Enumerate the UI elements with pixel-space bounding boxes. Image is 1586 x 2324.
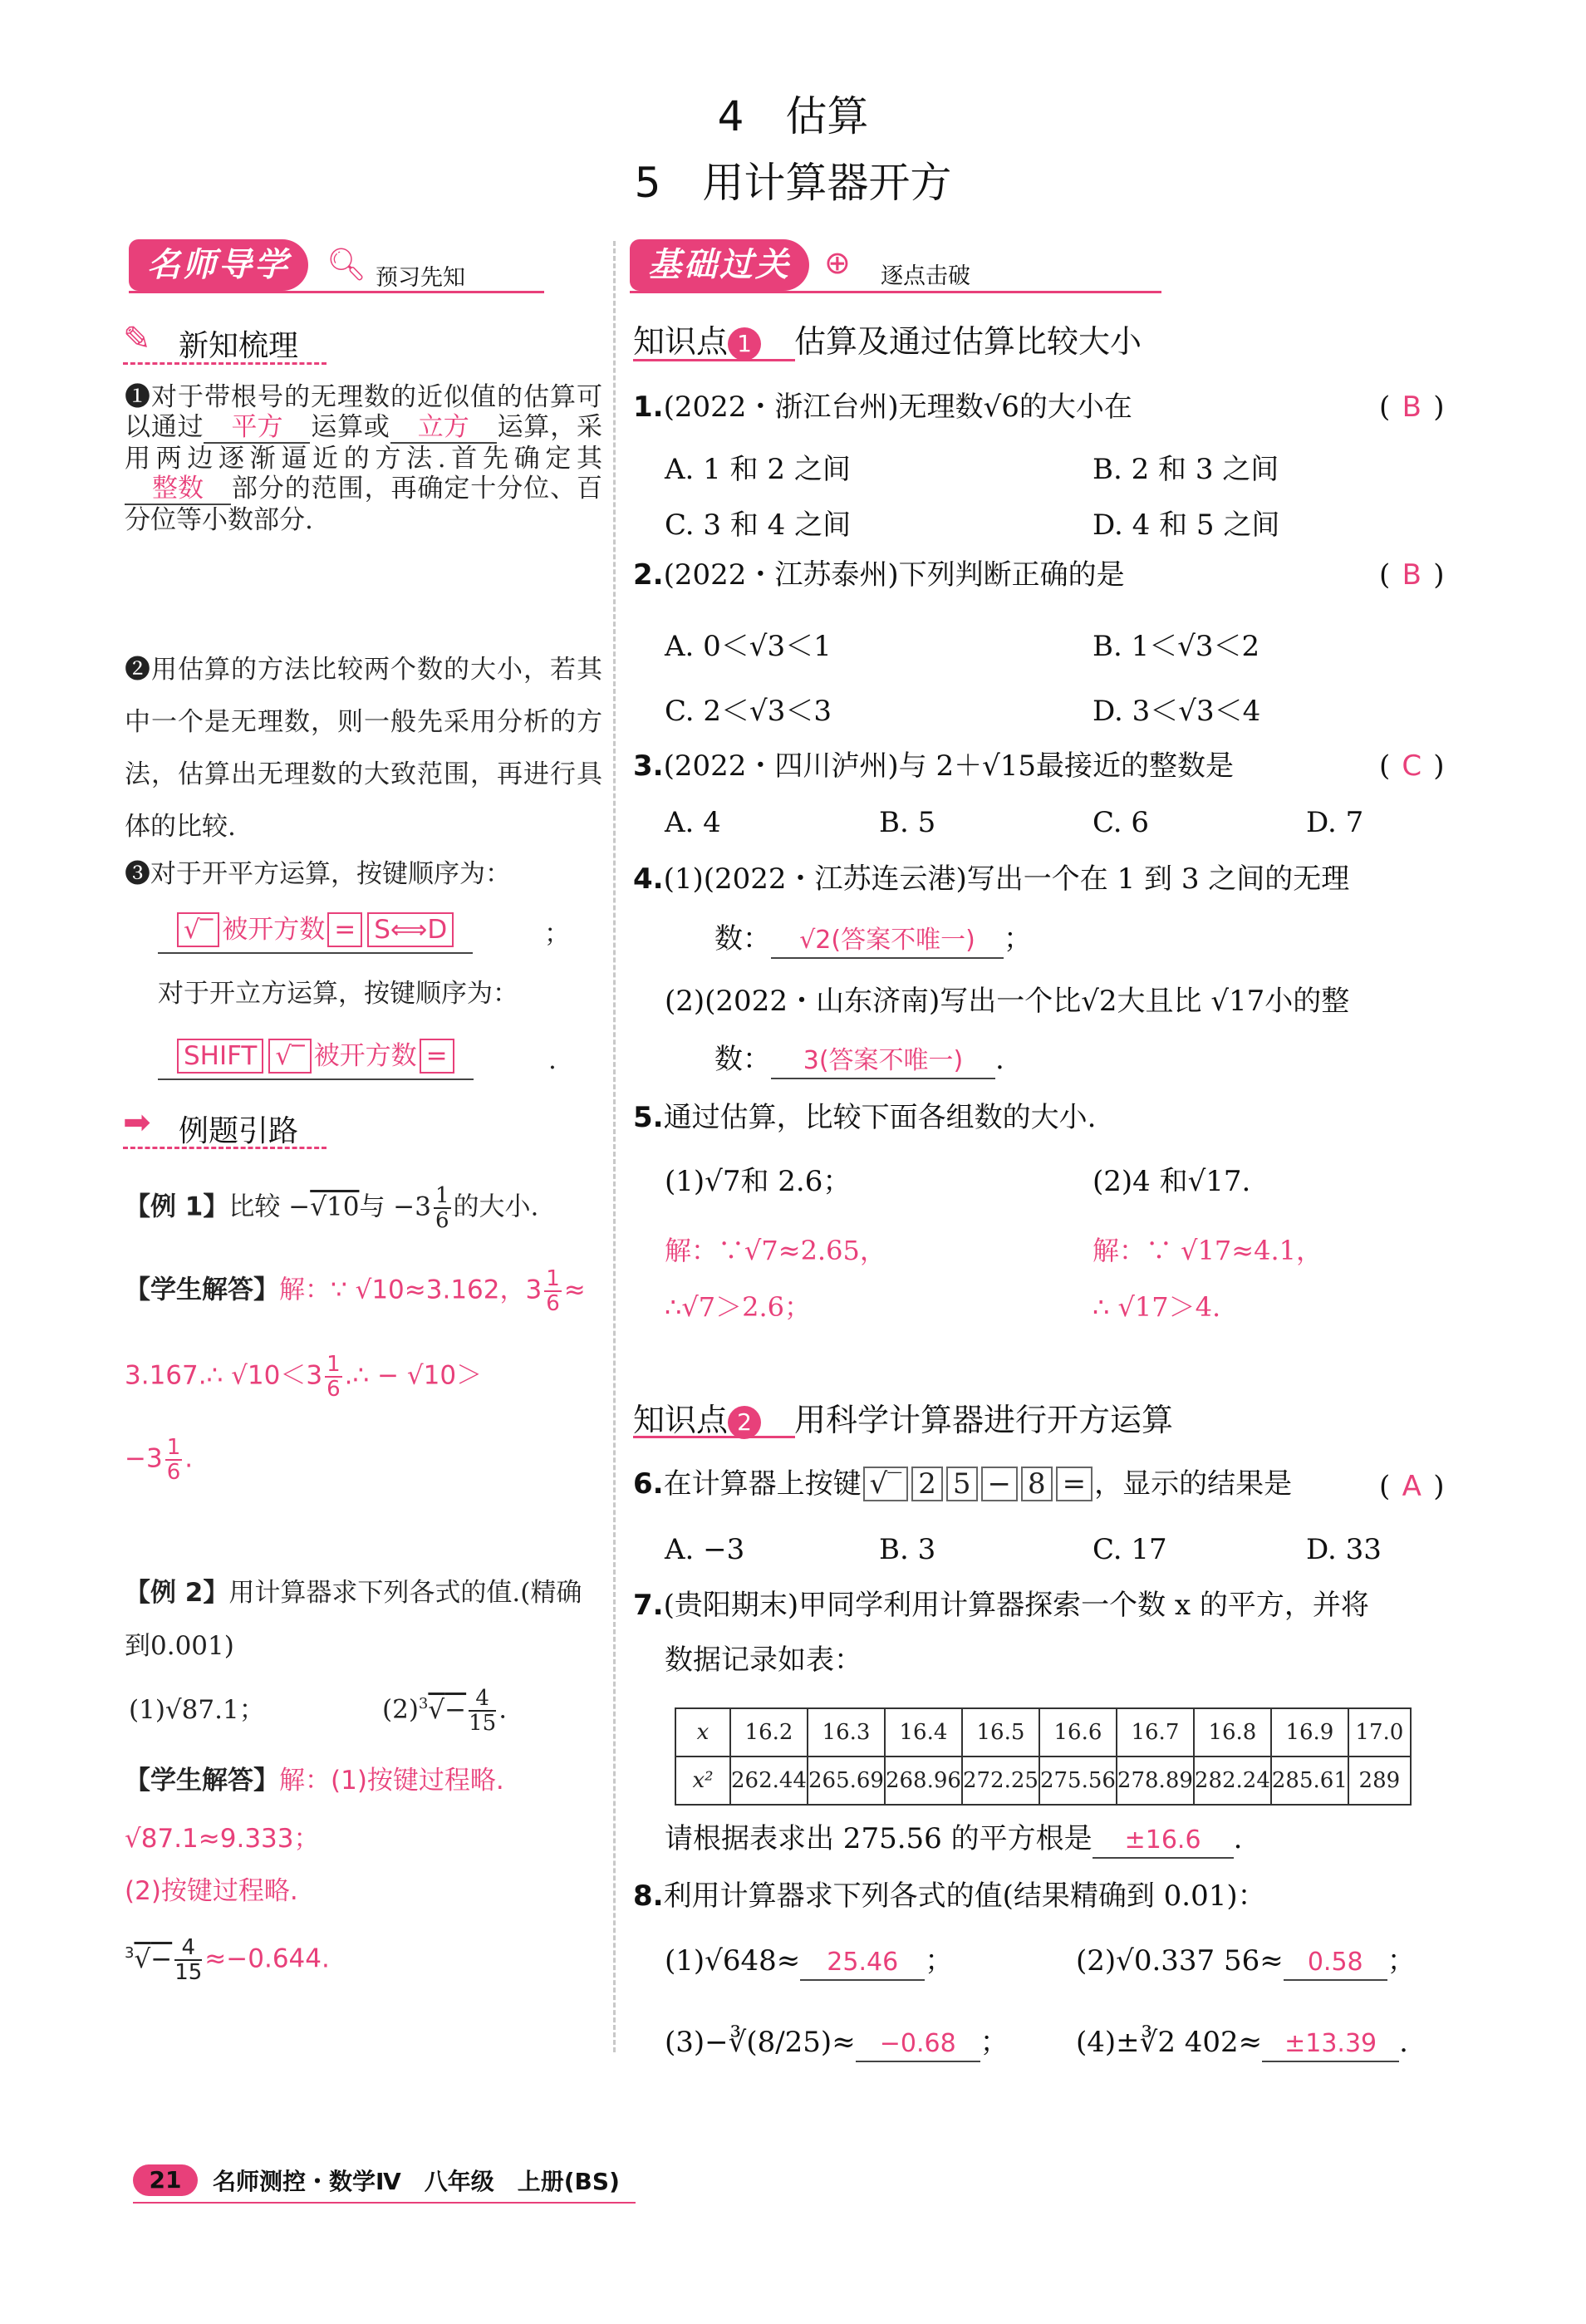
cbrt-key-sequence: SHIFT √‾ 被开方数 = bbox=[158, 1039, 474, 1080]
q6-option-c: C. 17 bbox=[1093, 1533, 1167, 1566]
q6-option-a: A. −3 bbox=[665, 1533, 745, 1566]
question-8: 8.利用计算器求下列各式的值(结果精确到 0.01)： bbox=[633, 1879, 1266, 1913]
page-number-badge: 21 bbox=[133, 2164, 198, 2196]
q3-answer: ( C ) bbox=[1379, 749, 1445, 783]
shift-key: SHIFT bbox=[177, 1039, 263, 1074]
knowledge-point-2: 知识点 2 用科学计算器进行开方运算 bbox=[633, 1402, 1174, 1438]
example-2-item2: $(2)^3√-$ $\frac{4}{15}$ . bbox=[382, 1686, 508, 1736]
section-underline-2 bbox=[123, 1147, 327, 1149]
q1-option-c: C. 3 和 4 之间 bbox=[665, 509, 852, 542]
example-2: 【例 2】用计算器求下列各式的值.(精确到0.001) bbox=[125, 1578, 582, 1661]
section-liti-heading: 例题引路 bbox=[179, 1114, 299, 1148]
q2-option-a: A. 0＜√3＜1 bbox=[665, 630, 832, 663]
sqrt-key-2: √‾ bbox=[268, 1039, 311, 1074]
squares-table bbox=[675, 1707, 1412, 1806]
q7-blank: ±16.6 bbox=[1093, 1824, 1234, 1859]
question-4-part2: (2)(2022・山东济南)写出一个比√2大且比 √17小的整 bbox=[665, 985, 1350, 1018]
equals-key: = bbox=[327, 912, 362, 947]
q6-answer: ( A ) bbox=[1379, 1470, 1445, 1503]
q2-option-c: C. 2＜√3＜3 bbox=[665, 695, 832, 728]
arrow-icon: ➡ bbox=[123, 1103, 151, 1142]
q1-option-a: A. 1 和 2 之间 bbox=[665, 453, 851, 486]
page-title-line2: 5 用计算器开方 bbox=[634, 159, 952, 207]
example-2-item1: (1)√87.1； bbox=[129, 1695, 265, 1725]
sqrt-key-sequence: √‾ 被开方数 = S⟺D bbox=[158, 912, 473, 954]
q1-option-b: B. 2 和 3 之间 bbox=[1093, 453, 1279, 486]
item-number: ❶ bbox=[125, 382, 151, 412]
q6-option-d: D. 33 bbox=[1306, 1533, 1382, 1566]
example-1-solution-l3: −3 $\frac{1}{6}$ . bbox=[125, 1435, 194, 1485]
example-2-solution-l2: √87.1≈9.333； bbox=[125, 1824, 320, 1854]
target-icon: ⊕ bbox=[824, 244, 851, 281]
q8-item-1: (1)√648≈ 25.46 ； bbox=[665, 1944, 953, 1981]
q1-option-d: D. 4 和 5 之间 bbox=[1093, 509, 1280, 542]
section-xinzhi-heading: 新知梳理 bbox=[179, 329, 299, 363]
key-8: 8 bbox=[1021, 1467, 1053, 1501]
question-2: 2.(2022・江苏泰州)下列判断正确的是 bbox=[633, 558, 1125, 592]
question-4-part1: 4.(1)(2022・江苏连云港)写出一个在 1 到 3 之间的无理 bbox=[633, 862, 1350, 896]
pencil-icon: ✎ bbox=[123, 320, 151, 358]
q8-item-2: (2)√0.337 56≈ 0.58 ； bbox=[1076, 1944, 1416, 1981]
equals-key-2: = bbox=[420, 1039, 454, 1074]
q3-option-b: B. 5 bbox=[879, 806, 936, 839]
question-7-line2: 数据记录如表： bbox=[665, 1644, 862, 1677]
question-6: 6.在计算器上按键 √‾ 2 5 − 8 = ，显示的结果是 bbox=[633, 1467, 1293, 1501]
left-banner-line bbox=[129, 291, 544, 293]
q5-item-1: (1)√7和 2.6； bbox=[665, 1165, 852, 1198]
right-banner-line bbox=[630, 291, 1161, 293]
table-row: x² 262.44 265.69 268.96 272.25 275.56 278.89 282.24 285.61 289 bbox=[675, 1757, 1411, 1805]
example-1-solution-l1: 【学生解答】解：∵ √10≈3.162，3 $\frac{1}{6}$ ≈ bbox=[125, 1266, 586, 1316]
xinzhi-p1: ❶对于带根号的无理数的近似值的估算可以通过 平方 运算或 立方 运算，采用两边逐渐逼近的方法.首先确定其整数 部分的范围，再确定十分位、百分位等小数部分. bbox=[125, 382, 603, 535]
example-1-solution-l2: 3.167.∴ √10＜3 $\frac{1}{6}$ .∴ − √10＞ bbox=[125, 1352, 483, 1402]
end-dot: . bbox=[548, 1045, 557, 1075]
section-underline bbox=[123, 362, 327, 365]
q3-option-c: C. 6 bbox=[1093, 806, 1150, 839]
key-5: 5 bbox=[946, 1467, 978, 1501]
example-1: 【例 1】比较 −√10与 −3 $\frac{1}{6}$ 的大小. bbox=[125, 1183, 539, 1233]
q1-answer: ( B ) bbox=[1379, 391, 1445, 424]
q3-option-d: D. 7 bbox=[1306, 806, 1364, 839]
separator: ； bbox=[544, 919, 570, 949]
key-2: 2 bbox=[911, 1467, 943, 1501]
q8-item-4: (4)±∛2 402≈ ±13.39 . bbox=[1076, 2026, 1408, 2062]
knowledge-point-1: 知识点 1 估算及通过估算比较大小 bbox=[633, 323, 1142, 360]
table-row: x 16.2 16.3 16.4 16.5 16.6 16.7 16.8 16.9 17.0 bbox=[675, 1708, 1411, 1757]
xinzhi-p2: ❷用估算的方法比较两个数的大小，若其中一个是无理数，则一般先采用分析的方法，估算出无理数的大致范围，再进行具体的比较. bbox=[125, 655, 602, 842]
q6-option-b: B. 3 bbox=[879, 1533, 936, 1566]
xinzhi-p3b: 对于开立方运算，按键顺序为： bbox=[158, 979, 518, 1009]
example-2-solution-l3: (2)按键过程略. bbox=[125, 1876, 298, 1906]
question-1: 1.(2022・浙江台州)无理数√6的大小在 bbox=[633, 391, 1132, 424]
question-5: 5.通过估算，比较下面各组数的大小. bbox=[633, 1101, 1097, 1134]
question-3: 3.(2022・四川泸州)与 2＋√15最接近的整数是 bbox=[633, 749, 1235, 783]
blank-1: 平方 bbox=[204, 412, 310, 444]
right-banner: 基础过关 bbox=[630, 239, 809, 291]
footer-text: 名师测控・数学Ⅳ 八年级 上册(BS) bbox=[213, 2168, 620, 2195]
blank-2: 立方 bbox=[390, 412, 497, 444]
left-banner: 名师导学 bbox=[129, 239, 308, 291]
question-7-ask: 请根据表求出 275.56 的平方根是 ±16.6 . bbox=[665, 1822, 1242, 1859]
q5-solution-2b: ∴ √17＞4. bbox=[1093, 1291, 1221, 1323]
q2-option-d: D. 3＜√3＜4 bbox=[1093, 695, 1261, 728]
q5-solution-1b: ∴√7＞2.6； bbox=[665, 1291, 812, 1323]
blank-3: 整数 bbox=[125, 474, 231, 505]
q5-solution-2a: 解：∵ √17≈4.1， bbox=[1093, 1235, 1323, 1266]
question-7: 7.(贵阳期末)甲同学利用计算器探索一个数 x 的平方，并将 bbox=[633, 1589, 1369, 1622]
xinzhi-p3a: ❸对于开平方运算，按键顺序为： bbox=[125, 859, 511, 889]
right-banner-sub: 逐点击破 bbox=[881, 263, 970, 289]
footer-line bbox=[133, 2202, 636, 2204]
question-4-part1-answer: 数： √2(答案不唯一) ； bbox=[714, 922, 1032, 959]
q3-option-a: A. 4 bbox=[665, 806, 721, 839]
sqrt-key: √‾ bbox=[177, 912, 219, 947]
q8-item-3: (3)−∛(8/25)≈ −0.68 ； bbox=[665, 2026, 1009, 2062]
key-minus: − bbox=[981, 1467, 1019, 1501]
q4-blank-2: 3(答案不唯一) bbox=[771, 1044, 995, 1079]
magnifier-icon: 🔍︎ bbox=[327, 246, 367, 283]
q2-option-b: B. 1＜√3＜2 bbox=[1093, 630, 1260, 663]
column-divider bbox=[613, 241, 616, 2052]
q2-answer: ( B ) bbox=[1379, 558, 1445, 592]
kp1-underline bbox=[633, 359, 795, 361]
question-4-part2-answer: 数： 3(答案不唯一) . bbox=[714, 1043, 1004, 1079]
example-2-solution-l4: $^3$√− $\frac{4}{15}$ ≈−0.644. bbox=[125, 1935, 330, 1985]
example-2-solution-l1: 【学生解答】解：(1)按键过程略. bbox=[125, 1766, 504, 1796]
q5-item-2: (2)4 和√17. bbox=[1093, 1165, 1251, 1198]
q4-blank-1: √2(答案不唯一) bbox=[771, 924, 1004, 959]
left-banner-sub: 预习先知 bbox=[376, 265, 465, 291]
key-sqrt: √‾ bbox=[863, 1467, 909, 1501]
sd-key: S⟺D bbox=[367, 912, 454, 947]
page-title-line1: 4 估算 bbox=[717, 92, 869, 140]
kp2-underline bbox=[633, 1436, 795, 1438]
key-equals: = bbox=[1056, 1467, 1093, 1501]
q5-solution-1a: 解：∵√7≈2.65， bbox=[665, 1235, 886, 1266]
